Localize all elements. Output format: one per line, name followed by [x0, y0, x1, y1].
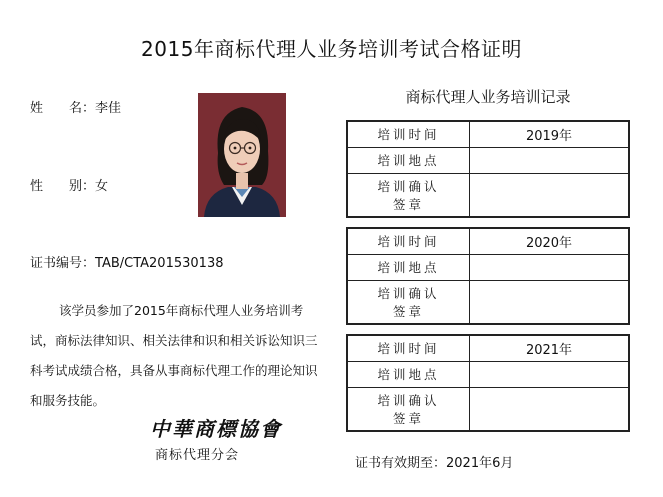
qualification-statement: 该学员参加了2015年商标代理人业务培训考试，商标法律知识、相关法律和识和相关诉讼知识三科考试成绩合格，具备从事商标代理工作的理论知识和服务技能。 — [30, 303, 318, 408]
training-confirm-label — [347, 387, 470, 431]
association-logo: 中華商標協會 — [150, 417, 282, 441]
training-year: 2021年 — [470, 335, 630, 361]
certificate-validity: 证书有效期至：2021年6月 — [355, 456, 514, 471]
training-confirm-value — [470, 173, 630, 217]
training-record-table-2019 — [346, 120, 630, 218]
gender-label: 性 别： — [30, 179, 96, 194]
issuing-branch: 商标代理分会 — [155, 448, 240, 463]
portrait-photo — [198, 93, 286, 217]
certificate-number-field — [30, 252, 223, 271]
training-place-value — [470, 147, 630, 173]
training-place-label: 培训地点 — [347, 147, 470, 173]
training-record-table-2021 — [346, 334, 630, 432]
training-place-value — [470, 254, 630, 280]
confirm-line-1: 培训确认 — [377, 392, 440, 408]
training-time-label: 培训时间 — [347, 121, 470, 147]
name-label: 姓 名： — [30, 101, 96, 116]
gender-field — [30, 175, 108, 194]
training-time-label: 培训时间 — [347, 335, 470, 361]
training-confirm-label — [347, 173, 470, 217]
training-place-value — [470, 361, 630, 387]
training-year: 2020年 — [470, 228, 630, 254]
name-field — [30, 97, 121, 116]
confirm-line-2: 签章 — [392, 196, 424, 212]
confirm-line-1: 培训确认 — [377, 178, 440, 194]
certificate-number-label: 证书编号： — [30, 256, 96, 271]
training-confirm-value — [470, 387, 630, 431]
name-value: 李佳 — [95, 101, 122, 116]
training-place-label: 培训地点 — [347, 254, 470, 280]
training-record-table-2020 — [346, 227, 630, 325]
certificate-number-value: TAB/CTA201530138 — [95, 256, 224, 271]
training-place-label: 培训地点 — [347, 361, 470, 387]
page-title: 2015年商标代理人业务培训考试合格证明 — [141, 37, 522, 61]
training-time-label: 培训时间 — [347, 228, 470, 254]
confirm-line-2: 签章 — [392, 410, 424, 426]
gender-value: 女 — [95, 179, 109, 194]
training-year: 2019年 — [470, 121, 630, 147]
training-records-title: 商标代理人业务培训记录 — [405, 88, 571, 106]
confirm-line-1: 培训确认 — [377, 285, 440, 301]
training-confirm-label — [347, 280, 470, 324]
confirm-line-2: 签章 — [392, 303, 424, 319]
training-confirm-value — [470, 280, 630, 324]
